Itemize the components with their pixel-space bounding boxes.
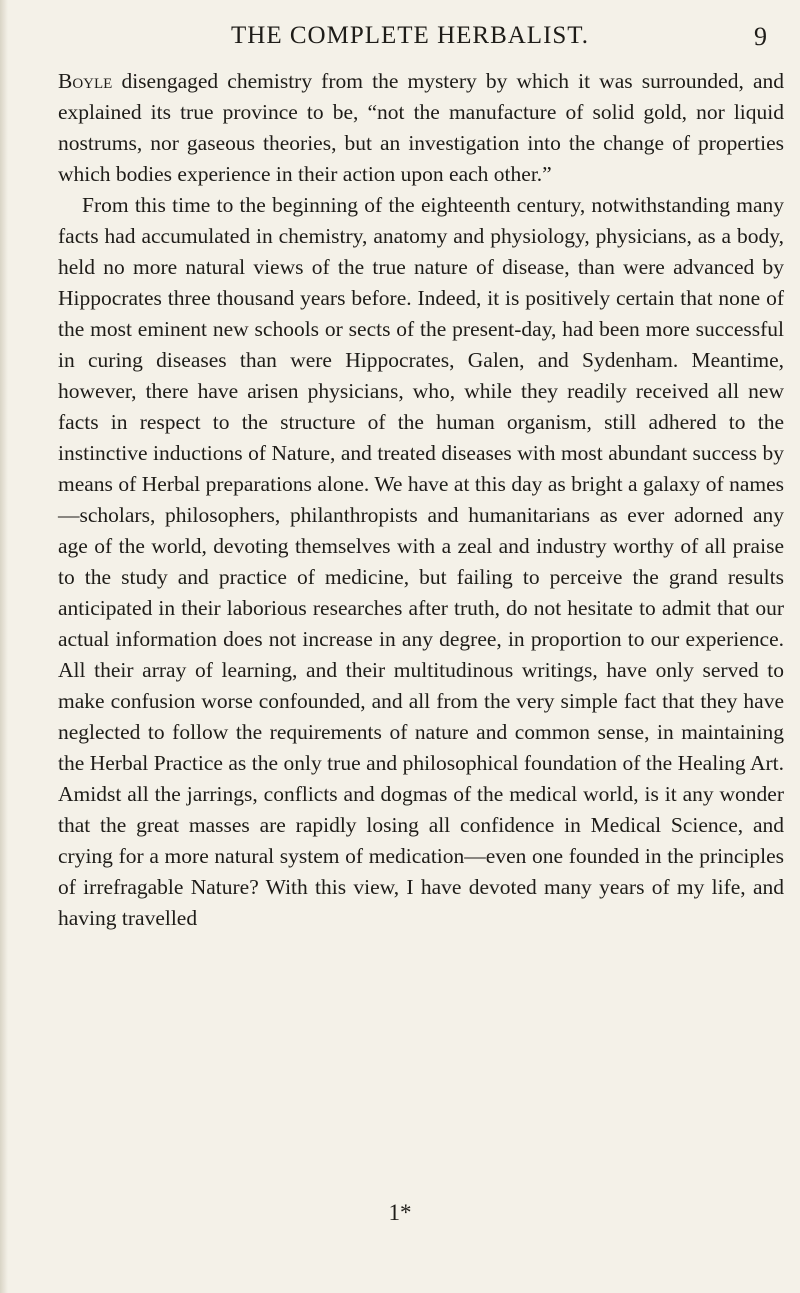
page-gutter-shadow bbox=[0, 0, 8, 1293]
running-header bbox=[60, 22, 768, 52]
paragraph-lead-word: Boyle bbox=[58, 69, 113, 93]
running-title: THE COMPLETE HERBALIST. bbox=[231, 22, 589, 49]
body-text bbox=[58, 66, 784, 934]
paragraph-text: disengaged chemistry from the mystery by which it was surrounded, and explained its true province to be, “not the manufacture of solid gold, nor liquid nostrums, nor gaseous theories, but an investigation into the change of properties which bodies experience in their action upon each other.” bbox=[58, 69, 784, 186]
paragraph-eighteenth-century bbox=[58, 190, 784, 934]
signature-mark: 1* bbox=[388, 1200, 412, 1225]
page-number: 9 bbox=[754, 22, 768, 51]
paragraph-boyle bbox=[58, 66, 784, 190]
paragraph-text: From this time to the beginning of the eighteenth century, notwithstanding many facts had accumulated in chemistry, anatomy and physiology, physicians, as a body, held no more natural views of the true nature of disease, than were advanced by Hippocrates three thousand years before. Indeed, it is positively certain that none of the most eminent new schools or sects of the present-day, had been more successful in curing diseases than were Hippocrates, Galen, and Sydenham. Meantime, however, there have arisen physicians, who, while they readily received all new facts in respect to the structure of the human organism, still adhered to the instinctive inductions of Nature, and treated diseases with most abundant success by means of Herbal preparations alone. We have at this day as bright a galaxy of names—scholars, philosophers, philanthropists and humanitarians as ever adorned any age of the world, devoting themselves with a zeal and industry worthy of all praise to the study and practice of medicine, but failing to perceive the grand results anticipated in their laborious researches after truth, do not hesitate to admit that our actual information does not increase in any degree, in proportion to our experience. All their array of learning, and their multitudinous writings, have only served to make confusion worse confounded, and all from the very simple fact that they have neglected to follow the requirements of nature and common sense, in maintaining the Herbal Practice as the only true and philosophical foundation of the Healing Art. Amidst all the jarrings, conflicts and dogmas of the medical world, is it any wonder that the great masses are rapidly losing all confidence in Medical Science, and crying for a more natural system of medication—even one founded in the principles of irrefragable Nature? With this view, I have devoted many years of my life, and having travelled bbox=[58, 193, 784, 930]
